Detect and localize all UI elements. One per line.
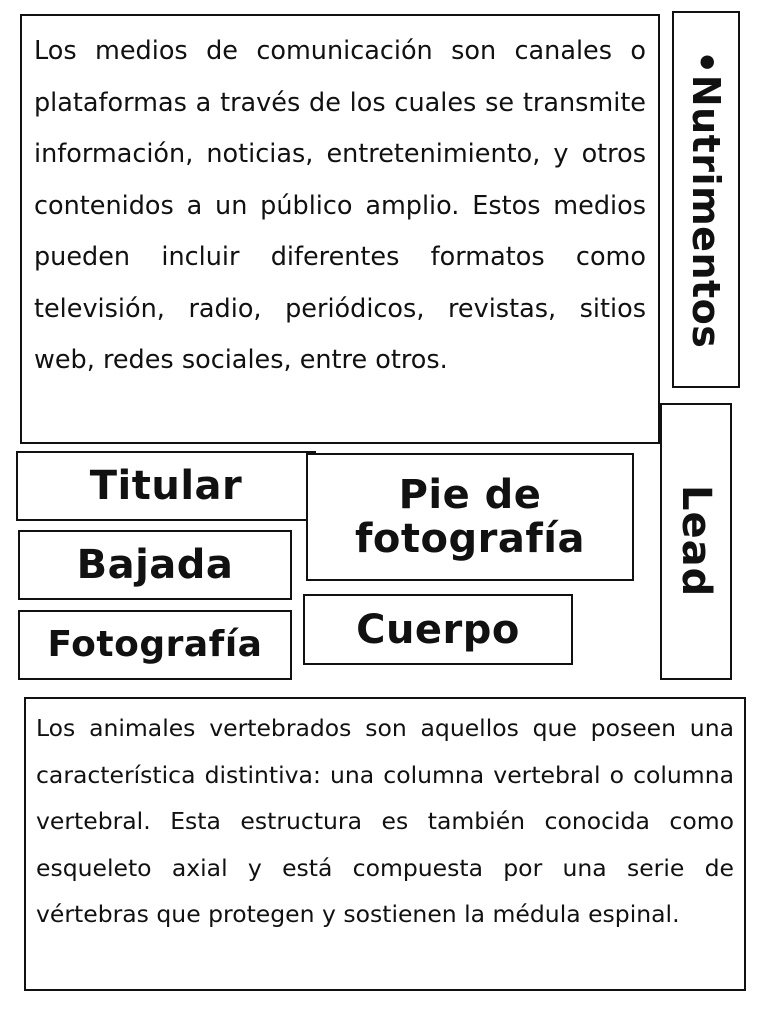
label-bajada-text: Bajada	[76, 542, 234, 588]
paragraph-medios-text: Los medios de comunicación son canales o plataformas a través de los cuales se transmite información, noticias, entretenimiento, y otros contenidos a un público amplio. Estos medios pueden incluir diferentes formatos como televisión, radio, periódicos, revistas, sitios web, redes sociales, entre otros.	[34, 36, 646, 375]
label-titular-text: Titular	[89, 463, 243, 509]
label-box-pie-de-fotografia	[306, 453, 634, 581]
paragraph-box-medios	[20, 14, 660, 444]
paragraph-vertebrados-text: Los animales vertebrados son aquellos que poseen una característica distintiva: una columna vertebral o columna vertebral. Esta estructura es también conocida como esqueleto axial y está compuesta por una serie de vértebras que protegen y sostienen la médula espinal.	[36, 714, 734, 928]
label-fotografia-text: Fotografía	[47, 624, 263, 666]
label-box-titular	[16, 451, 316, 521]
label-nutrimentos-text: •Nutrimentos	[684, 50, 728, 349]
label-lead-text: Lead	[673, 485, 719, 598]
label-box-fotografia	[18, 610, 292, 680]
label-box-nutrimentos	[672, 11, 740, 388]
label-pie-de-fotografia-text: Pie de fotografía	[355, 472, 585, 562]
label-box-lead	[660, 403, 732, 680]
label-box-bajada	[18, 530, 292, 600]
label-box-cuerpo	[303, 594, 573, 665]
label-cuerpo-text: Cuerpo	[356, 606, 520, 653]
paragraph-box-vertebrados	[24, 697, 746, 991]
